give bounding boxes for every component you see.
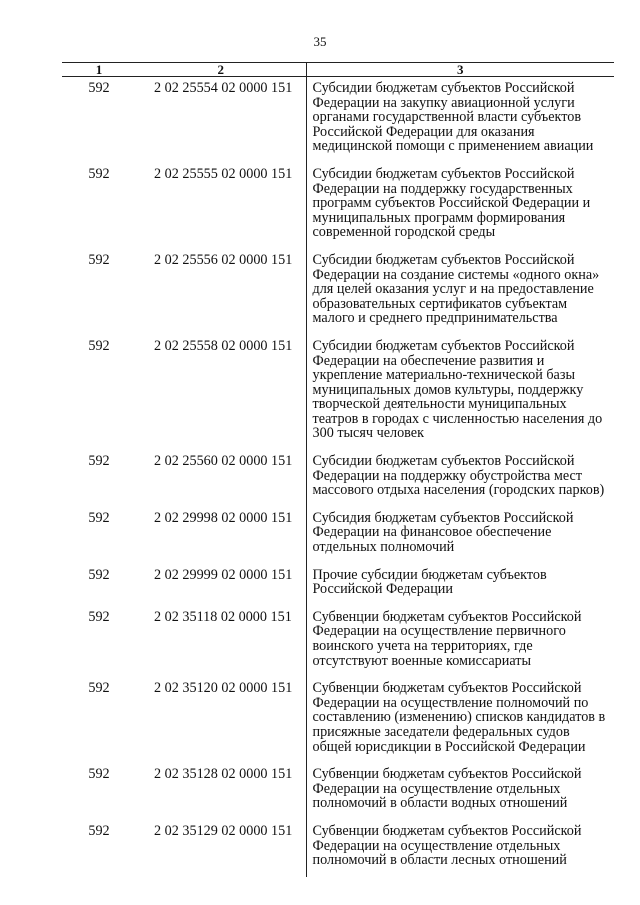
kbk-code-cell: 2 02 25554 02 0000 151 xyxy=(154,80,293,96)
admin-code-cell: 592 xyxy=(88,766,110,783)
revenue-name-cell: Субсидии бюджетам субъектов Российской Федерации на поддержку обустройства мест массового отдыха населения (городских парков) xyxy=(306,450,614,507)
table-row xyxy=(62,564,614,606)
revenue-name-cell: Субсидии бюджетам субъектов Российской Федерации на поддержку государственных программ субъектов Российской Федерации и муниципальных программ формирования современной городской среды xyxy=(306,163,614,249)
admin-code-cell: 592 xyxy=(88,680,110,697)
kbk-code-cell: 2 02 25560 02 0000 151 xyxy=(154,453,293,470)
column-header-3: 3 xyxy=(306,63,614,77)
table-row xyxy=(62,677,614,763)
table-row xyxy=(62,335,614,450)
admin-code-cell: 592 xyxy=(88,566,110,583)
column-header-2: 2 xyxy=(136,63,306,77)
kbk-code-cell: 2 02 35118 02 0000 151 xyxy=(154,608,292,625)
budget-codes-table xyxy=(62,62,614,877)
table-row xyxy=(62,507,614,564)
revenue-name-cell: Субвенции бюджетам субъектов Российской Федерации на осуществление полномочий по составлению (изменению) списков кандидатов в присяжные заседатели федеральных судов общей юрисдикции в Российской Федерации xyxy=(306,677,614,763)
admin-code-cell: 592 xyxy=(88,165,110,182)
kbk-code-cell: 2 02 25558 02 0000 151 xyxy=(154,337,293,354)
revenue-name-cell: Субвенции бюджетам субъектов Российской Федерации на осуществление отдельных полномочий в области водных отношений xyxy=(306,763,614,820)
kbk-code-cell: 2 02 29999 02 0000 151 xyxy=(154,566,293,583)
table-row xyxy=(62,450,614,507)
revenue-name-cell: Субсидии бюджетам субъектов Российской Федерации на создание системы «одного окна» для целей оказания услуг и на предоставление образовательных сертификатов субъектам малого и среднего предпринимательства xyxy=(306,249,614,335)
admin-code-cell: 592 xyxy=(88,509,110,526)
revenue-name-cell: Субвенции бюджетам субъектов Российской Федерации на осуществление отдельных полномочий в области лесных отношений xyxy=(306,820,614,877)
kbk-code-cell: 2 02 29998 02 0000 151 xyxy=(154,509,293,526)
table-body xyxy=(62,77,614,877)
kbk-code-cell: 2 02 35128 02 0000 151 xyxy=(154,766,293,783)
table-header xyxy=(62,63,614,77)
table-row xyxy=(62,249,614,335)
admin-code-cell: 592 xyxy=(88,251,110,268)
table-row xyxy=(62,820,614,877)
admin-code-cell: 592 xyxy=(88,822,110,839)
table-row xyxy=(62,163,614,249)
kbk-code-cell: 2 02 25555 02 0000 151 xyxy=(154,165,293,182)
revenue-name-cell: Субвенции бюджетам субъектов Российской Федерации на осуществление первичного воинского учета на территориях, где отсутствуют военные комиссариаты xyxy=(306,606,614,677)
admin-code-cell: 592 xyxy=(88,608,110,625)
column-header-1: 1 xyxy=(62,63,136,77)
revenue-name-cell: Прочие субсидии бюджетам субъектов Российской Федерации xyxy=(306,564,614,606)
kbk-code-cell: 2 02 35120 02 0000 151 xyxy=(154,680,293,697)
admin-code-cell: 592 xyxy=(88,80,110,96)
revenue-name-cell: Субсидии бюджетам субъектов Российской Федерации на обеспечение развития и укрепление материально-технической базы муниципальных домов культуры, поддержку творческой деятельности муниципальных театров в городах с численностью населения до 300 тысяч человек xyxy=(306,335,614,450)
admin-code-cell: 592 xyxy=(88,337,110,354)
revenue-name-cell: Субсидия бюджетам субъектов Российской Федерации на финансовое обеспечение отдельных полномочий xyxy=(306,507,614,564)
kbk-code-cell: 2 02 35129 02 0000 151 xyxy=(154,822,293,839)
table-row xyxy=(62,606,614,677)
page-number: 35 xyxy=(313,34,327,49)
kbk-code-cell: 2 02 25556 02 0000 151 xyxy=(154,251,293,268)
table-row xyxy=(62,77,614,163)
admin-code-cell: 592 xyxy=(88,453,110,470)
table-row xyxy=(62,763,614,820)
revenue-name-cell: Субсидии бюджетам субъектов Российской Федерации на закупку авиационной услуги органами государственной власти субъектов Российской Федерации для оказания медицинской помощи с применением авиации xyxy=(306,77,614,163)
